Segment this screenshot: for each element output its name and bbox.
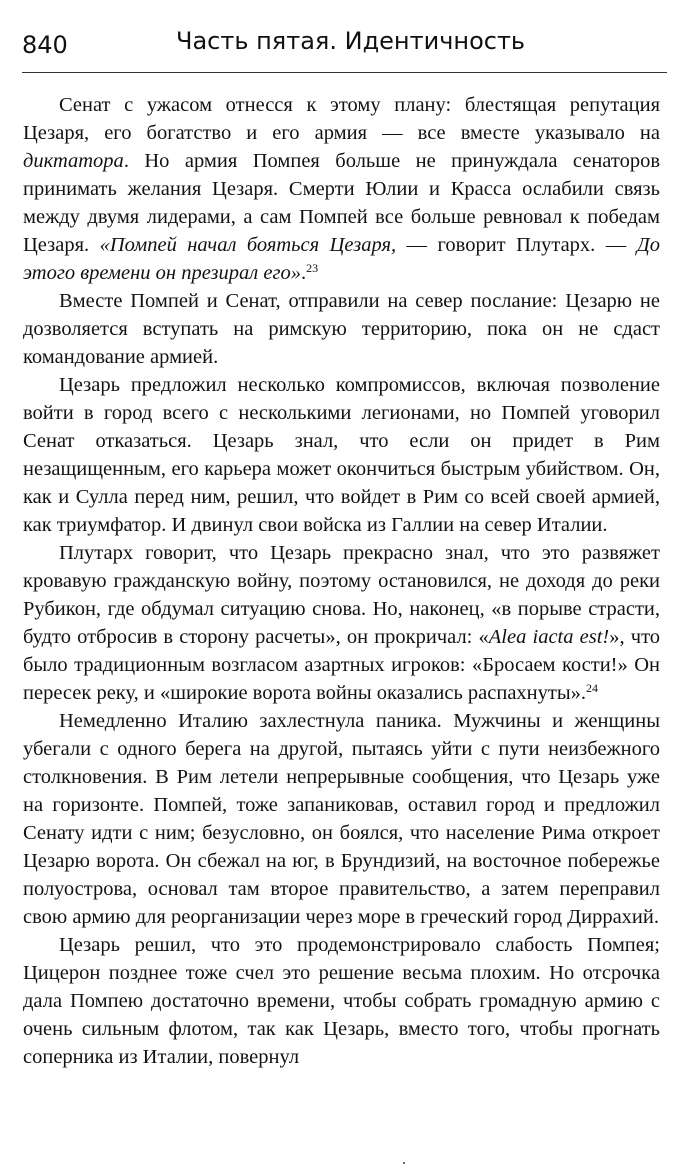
italic-phrase: «Помпей начал бояться Цезаря, — [99, 234, 397, 256]
page-number: 840 — [22, 31, 68, 59]
text-run: Вместе Помпей и Сенат, отправили на север послание: Цезарю не дозволяется вступать на римскую территорию, пока он не сдаст командование армией. — [23, 290, 660, 368]
text-run: Цезарь решил, что это продемонстрировало слабость Помпея; Цицерон позднее тоже счел это решение весьма плохим. Но отсрочка дала Помпею достаточно времени, чтобы собрать громадную армию с очень сильным флотом, так как Цезарь, вместо того, чтобы прогнать соперника из Италии, повернул — [23, 934, 660, 1068]
text-run: Сенат с ужасом отнесся к этому плану: блестящая репутация Цезаря, его богатство и его армия — все вместе указывало на — [23, 94, 660, 144]
text-run: Плутарх говорит, что Цезарь прекрасно знал, что это развяжет кровавую гражданскую войну, поэтому остановился, не доходя до реки Рубикон, где обдумал ситуацию снова. Но, наконец, «в порыве страсти, будто отбросив в сторону расчеты», он прокричал: « — [23, 542, 660, 648]
page-header — [22, 26, 670, 62]
paragraph — [23, 931, 660, 1071]
paragraph — [23, 539, 660, 707]
header-divider — [22, 72, 667, 73]
italic-phrase: До этого времени он презирал его» — [23, 234, 660, 284]
paragraph — [23, 707, 660, 931]
italic-phrase: диктатора — [23, 150, 124, 172]
text-run: Цезарь предложил несколько компромиссов, включая позволение войти в город всего с несколькими легионами, но Помпей уговорил Сенат отказаться. Цезарь знал, что если он придет в Рим незащищенным, его карьера может окончиться быстрым убийством. Он, как и Сулла перед ним, решил, что войдет в Рим со всей своей армией, как триумфатор. И двинул свои войска из Галлии на север Италии. — [23, 374, 660, 536]
body-text — [23, 91, 660, 1071]
paragraph — [23, 371, 660, 539]
text-run: », что было традиционным возгласом азартных игроков: «Бросаем кости!» Он пересек реку, и «широкие ворота войны оказались распахнуты». — [23, 626, 661, 704]
paragraph — [23, 91, 660, 287]
text-run: . Но армия Помпея больше не принуждала сенаторов принимать желания Цезаря. Смерти Юлии и Красса ослабили связь между двумя лидерами, а сам Помпей все больше ревновал к победам Цезаря. — [23, 150, 660, 256]
paragraph — [23, 287, 660, 371]
text-run: Немедленно Италию захлестнула паника. Мужчины и женщины убегали с одного берега на другой, пытаясь уйти с пути неизбежного столкновения. В Рим летели непрерывные сообщения, что Цезарь уже на горизонте. Помпей, тоже запаниковав, оставил город и предложил Сенату идти с ним; безусловно, он боялся, что население Рима откроет Цезарю ворота. Он сбежал на юг, в Брундизий, на восточное побережье полуострова, основал там второе правительство, а затем переправил свою армию для реорганизации через море в греческий город Диррахий. — [23, 710, 660, 928]
text-run: — говорит Плутарх. — — [396, 234, 637, 256]
italic-phrase: Alea iacta est! — [488, 626, 610, 648]
footnote-marker: 24 — [586, 681, 599, 695]
scan-speck — [403, 1162, 405, 1164]
footnote-marker: 23 — [306, 261, 319, 275]
text-run: . — [300, 262, 307, 284]
running-title: Часть пятая. Идентичность — [176, 27, 526, 55]
